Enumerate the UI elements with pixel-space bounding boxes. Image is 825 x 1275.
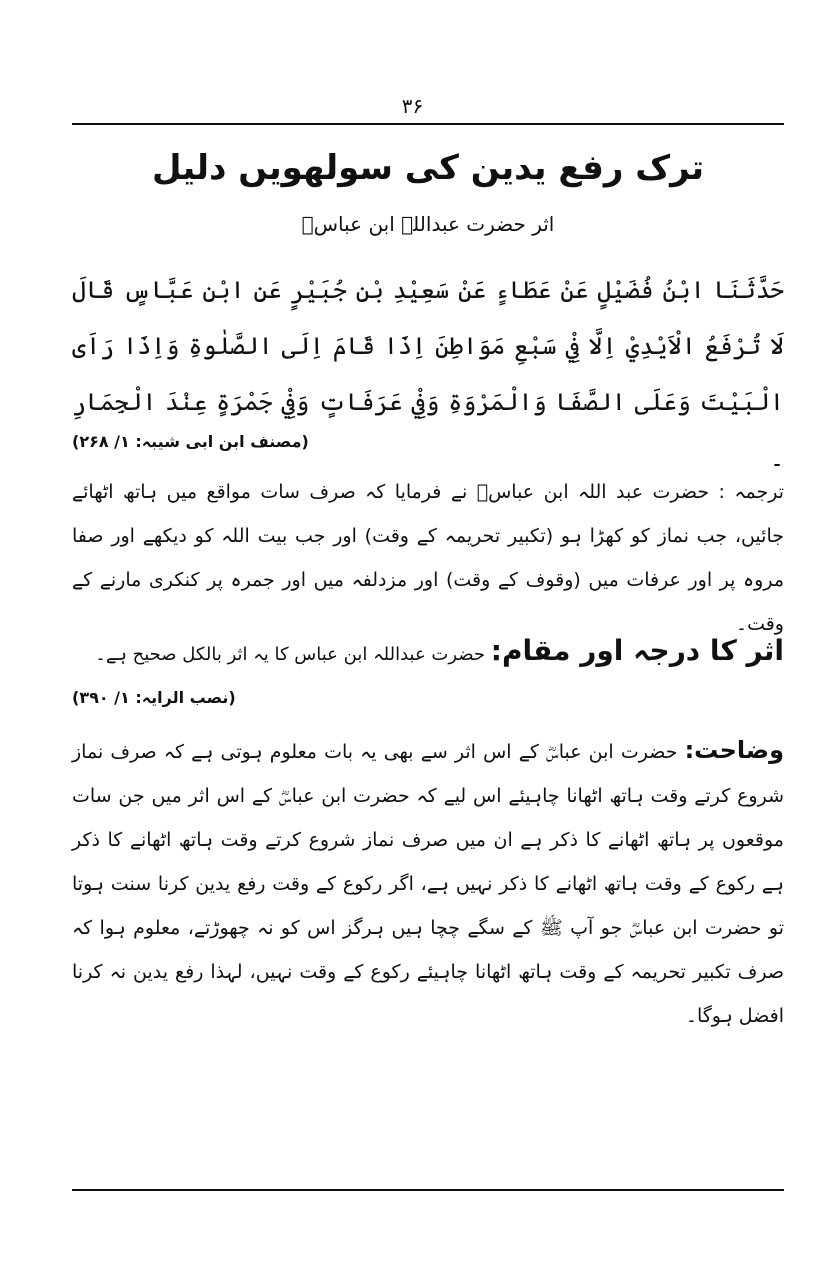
- hadith-arabic-text: حَدَّثَنَا ابْنُ فُضَيْلٍ عَنْ عَطَاءٍ عَنْ سَعِيْدِ بْنِ جُبَيْرٍ عَنِ ابْنِ عَبَّاسٍ قَالَ لَا تُرْفَعُ الْاَيْدِيْ اِلَّا فِيْ سَبْعِ مَوَاطِنَ اِذَا قَامَ اِلَى الصَّلٰوةِ وَاِذَا رَاَى الْبَيْتَ وَعَلَى الصَّفَا وَالْمَرْوَةِ وَفِيْ عَرَفَاتٍ وَفِيْ جَمْرَةٍ عِنْدَ الْجِمَارِ ۔: [72, 276, 784, 472]
- status-text: حضرت عبداللہ ابن عباس کا یہ اثر بالکل صحیح ہے۔: [95, 644, 486, 665]
- chapter-subtitle: اثر حضرت عبداللہ ابن عباسؓ: [301, 212, 555, 236]
- explanation-paragraph: [72, 728, 784, 1038]
- chapter-title: ترک رفع یدین کی سولھویں دلیل: [151, 148, 704, 188]
- top-divider: [72, 123, 784, 125]
- explanation-text: حضرت ابن عباسؓ کے اس اثر سے بھی یہ بات معلوم ہوتی ہے کہ صرف نماز شروع کرتے وقت ہاتھ اٹھانا چاہیئے اس لیے کہ حضرت ابن عباسؓ کے اس اثر میں جن سات موقعوں پر ہاتھ اٹھانے کا ذکر ہے ان میں صرف نماز شروع کرتے وقت ہاتھ اٹھانے کا ذکر ہے رکوع کے وقت ہاتھ اٹھانے کا ذکر نہیں ہے، اگر رکوع کے وقت رفع یدین کرنا سنت ہوتا تو حضرت ابن عباسؓ جو آپ ﷺ کے سگے چچا ہیں ہرگز اس کو نہ چھوڑتے، معلوم ہوا کہ صرف تکبیر تحریمہ کے وقت ہاتھ اٹھانا چاہیئے رکوع کے وقت نہیں، لہذا رفع یدین نہ کرنا افضل ہوگا۔: [72, 741, 784, 1027]
- status-heading: اثر کا درجہ اور مقام:: [490, 634, 784, 667]
- reference-nasb-ur-raya: (نصب الرایہ: ۱/ ۳۹۰): [72, 688, 236, 707]
- reference-musannaf: (مصنف ابن ابی شیبہ: ۱/ ۲۶۸): [72, 432, 309, 451]
- page-number: ۳۶: [401, 94, 424, 118]
- translation-paragraph: ترجمہ : حضرت عبد اللہ ابن عباسؓ نے فرمایا کہ صرف سات مواقع میں ہاتھ اٹھائے جائیں، جب نماز کو کھڑا ہو (تکبیر تحریمہ کے وقت) اور جب بیت اللہ کو دیکھے اور صفا مروہ پر اور عرفات میں (وقوف کے وقت) اور مزدلفہ میں اور جمرہ پر کنکری مارنے کے وقت۔: [72, 481, 784, 635]
- bottom-divider: [72, 1189, 784, 1191]
- explanation-heading: وضاحت:: [684, 736, 784, 764]
- status-paragraph: [72, 634, 784, 667]
